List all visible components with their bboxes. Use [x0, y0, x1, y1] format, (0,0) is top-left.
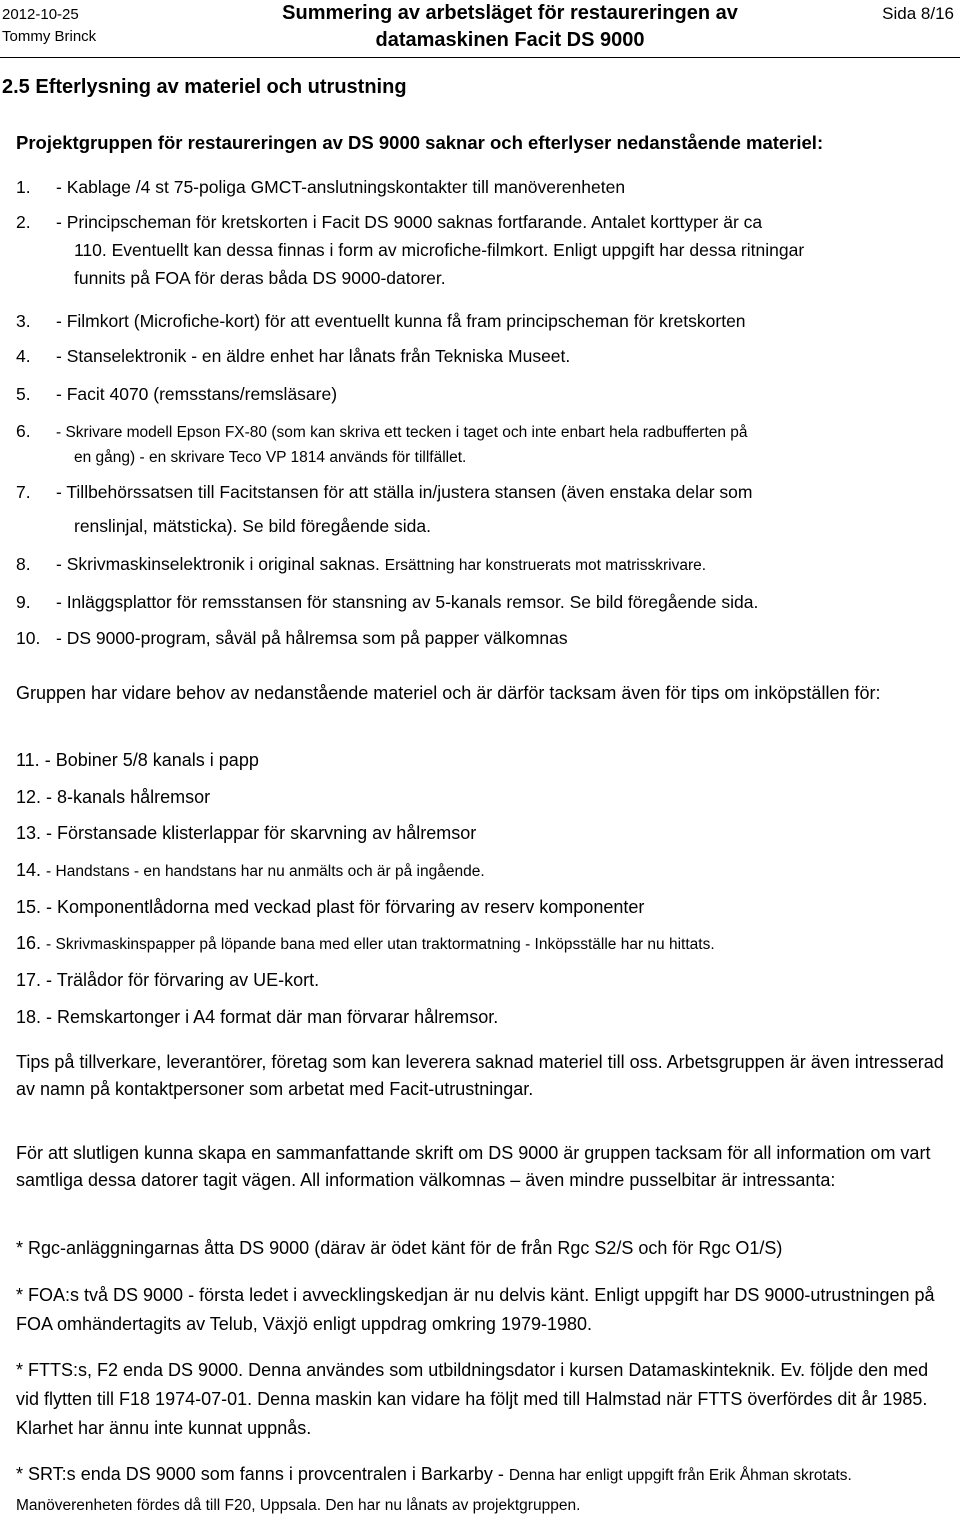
bullet-srt-note: Denna har enligt uppgift från Erik Åhman skrotats. Manöverenheten fördes då till F20, Uppsala. Den har nu lånats av projektgruppen. — [16, 1467, 852, 1514]
header-author: Tommy Brinck — [2, 28, 97, 45]
final-paragraph: För att slutligen kunna skapa en sammanfattande skrift om DS 9000 är gruppen tacksam för all information om vart samtliga dessa datorer tagit vägen. All information välkomnas – även mindre pusselbitar är intressanta: — [16, 1143, 931, 1190]
list-item-number: 16. — [16, 933, 42, 953]
list-item-text: - DS 9000-program, såväl på hålremsa som på papper välkomnas — [56, 628, 568, 648]
header-title-line1: Summering av arbetsläget för restaureringen av — [282, 2, 738, 24]
list-item-text: - Skrivmaskinspapper på löpande bana med eller utan traktormatning - Inköpsställe har nu hittats. — [46, 936, 715, 953]
header-title-line2: datamaskinen Facit DS 9000 — [375, 29, 645, 51]
list-item-text: - Stanselektronik - en äldre enhet har lånats från Tekniska Museet. — [56, 346, 571, 366]
list-item-number: 6. — [16, 421, 31, 441]
header-title — [230, 0, 790, 54]
list-item — [16, 346, 570, 367]
list-item — [16, 628, 568, 649]
list-item — [16, 1007, 498, 1028]
list-item-number: 1. — [16, 177, 31, 197]
section-intro: Projektgruppen för restaureringen av DS 9000 saknar och efterlyser nedanstående materiel: — [16, 132, 824, 153]
list-item-text: - Förstansade klisterlappar för skarvning av hålremsor — [46, 823, 477, 843]
list-item-text: - Kablage /4 st 75-poliga GMCT-anslutningskontakter till manöverenheten — [56, 177, 626, 197]
list-item-note: Ersättning har konstruerats mot matrisskrivare. — [384, 557, 707, 574]
section-title: 2.5 Efterlysning av materiel och utrustning — [2, 76, 407, 98]
list-item — [16, 212, 762, 233]
list-item — [16, 970, 319, 991]
list-item-number: 13. — [16, 823, 42, 843]
list-item — [16, 823, 476, 844]
bullet-rgc: * Rgc-anläggningarnas åtta DS 9000 (därav är ödet känt för de från Rgc S2/S och för Rgc O1/S) — [16, 1238, 783, 1258]
list-item-text: - Skrivmaskinselektronik i original saknas. — [56, 554, 380, 574]
list-item-number: 9. — [16, 592, 31, 612]
list-item-number: 8. — [16, 554, 31, 574]
list-item-text: - Skrivare modell Epson FX-80 (som kan skriva ett tecken i taget och inte enbart hela radbufferten på — [56, 424, 748, 441]
list-item-continuation: 110. Eventuellt kan dessa finnas i form av microfiche-filmkort. Enligt uppgift har dessa ritningar — [74, 240, 805, 260]
list-item — [16, 860, 485, 881]
list-item-continuation: renslinjal, mätsticka). Se bild föregående sida. — [74, 516, 431, 536]
list-item-continuation: en gång) - en skrivare Teco VP 1814 används för tillfället. — [74, 449, 467, 466]
bullet-srt-main: * SRT:s enda DS 9000 som fanns i provcentralen i Barkarby - — [16, 1464, 509, 1484]
list-item — [16, 311, 746, 332]
header-date: 2012-10-25 — [2, 6, 79, 23]
list-item-number: 15. — [16, 897, 42, 917]
list-item — [16, 750, 259, 771]
list-item-continuation: funnits på FOA för deras båda DS 9000-datorer. — [74, 268, 446, 288]
page-number: Sida 8/16 — [882, 4, 954, 23]
list-item-number: 18. — [16, 1007, 42, 1027]
list-item-number: 11. — [16, 750, 40, 770]
list-item-number: 17. — [16, 970, 42, 990]
list-item-text: - Komponentlådorna med veckad plast för förvaring av reserv komponenter — [46, 897, 645, 917]
list-item-text: - Trälådor för förvaring av UE-kort. — [46, 970, 320, 990]
header-divider — [0, 57, 960, 58]
list-item-text: - Inläggsplattor för remsstansen för stansning av 5-kanals remsor. Se bild föregående sida. — [56, 592, 759, 612]
list-item-number: 7. — [16, 482, 31, 502]
tips-paragraph: Tips på tillverkare, leverantörer, företag som kan leverera saknad materiel till oss. Arbetsgruppen är även intresserad av namn på kontaktpersoner som arbetat med Facit-utrustningar. — [16, 1052, 944, 1099]
list-item-text: - Tillbehörssatsen till Facitstansen för att ställa in/justera stansen (även enstaka delar som — [56, 482, 753, 502]
list-item-text: - Bobiner 5/8 kanals i papp — [44, 750, 259, 770]
header-meta — [2, 4, 96, 48]
list-item — [16, 384, 337, 405]
list-item-number: 5. — [16, 384, 31, 404]
list-item — [16, 787, 210, 808]
list-item-text: - Principscheman för kretskorten i Facit DS 9000 saknas fortfarande. Antalet korttyper är ca — [56, 212, 763, 232]
list-item-number: 14. — [16, 860, 42, 880]
list-item-number: 10. — [16, 628, 41, 648]
list-item-number: 4. — [16, 346, 31, 366]
list-item — [16, 897, 644, 918]
list-item-number: 2. — [16, 212, 31, 232]
list-item-text: - Remskartonger i A4 format där man förvarar hålremsor. — [46, 1007, 499, 1027]
list-item — [16, 592, 758, 613]
list-item — [16, 482, 752, 503]
bullet-foa: * FOA:s två DS 9000 - första ledet i avvecklingskedjan är nu delvis känt. Enligt uppgift har DS 9000-utrustningen på FOA omhändertagits av Telub, Växjö enligt uppdrag omkring 1979-1980. — [16, 1285, 935, 1334]
list-item — [16, 554, 706, 575]
list-item — [16, 177, 625, 198]
list-item-text: - Filmkort (Microfiche-kort) för att eventuellt kunna få fram principscheman för kretskorten — [56, 311, 746, 331]
group-paragraph: Gruppen har vidare behov av nedanstående materiel och är därför tacksam även för tips om inköpställen för: — [16, 683, 881, 703]
list-item-number: 3. — [16, 311, 31, 331]
list-item-text: - Facit 4070 (remsstans/remsläsare) — [56, 384, 338, 404]
list-item-text: - 8-kanals hålremsor — [46, 787, 211, 807]
list-item-number: 12. — [16, 787, 42, 807]
bullet-ftts: * FTTS:s, F2 enda DS 9000. Denna användes som utbildningsdator i kursen Datamaskinteknik. Ev. följde den med vid flytten till F18 1974-07-01. Denna maskin kan vidare ha följt med till Halmstad när FTTS överfördes dit år 1985. Klarhet har ännu inte kunnat uppnås. — [16, 1360, 929, 1438]
list-item-text: - Handstans - en handstans har nu anmälts och är på ingående. — [46, 863, 485, 880]
bullet-srt — [16, 1460, 956, 1520]
list-item — [16, 933, 715, 954]
list-item — [16, 421, 748, 442]
